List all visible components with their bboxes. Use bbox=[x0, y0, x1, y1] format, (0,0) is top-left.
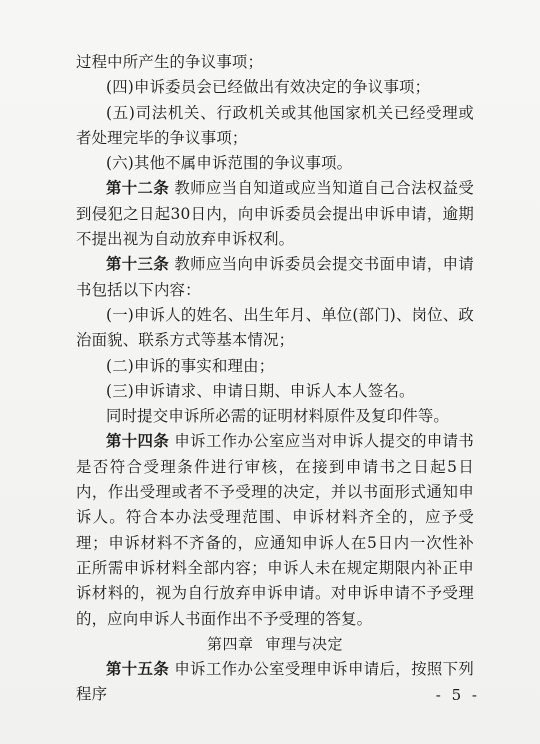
paragraph-text: (三)申诉请求、申请日期、申诉人本人签名。 bbox=[106, 381, 415, 400]
article-number: 第十三条 bbox=[106, 255, 170, 274]
paragraph-text: (一)申诉人的姓名、出生年月、单位(部门)、岗位、政治面貌、联系方式等基本情况； bbox=[76, 305, 474, 350]
paragraph bbox=[76, 50, 474, 75]
paragraph bbox=[76, 75, 474, 100]
paragraph-text: 教师应当自知道或应当知道自己合法权益受到侵犯之日起30日内，向申诉委员会提出申诉申请，逾期不提出视为自动放弃申诉权利。 bbox=[76, 179, 474, 249]
paragraph-text: (五)司法机关、行政机关或其他国家机关已经受理或者处理完毕的争议事项； bbox=[76, 103, 474, 147]
paragraph-text: (六)其他不属申诉范围的争议事项。 bbox=[106, 154, 353, 173]
paragraph-article-15 bbox=[76, 657, 474, 708]
paragraph bbox=[76, 354, 474, 379]
page-number: - 5 - bbox=[435, 686, 480, 704]
chapter-number: 第四章 bbox=[206, 634, 254, 653]
article-number: 第十五条 bbox=[106, 660, 170, 679]
body-text bbox=[76, 50, 474, 708]
paragraph-text: 教师应当向申诉委员会提交书面申请，申请书包括以下内容： bbox=[76, 255, 474, 299]
paragraph-list bbox=[76, 50, 474, 632]
paragraph bbox=[76, 252, 474, 303]
article-number: 第十二条 bbox=[106, 179, 170, 198]
paragraph bbox=[76, 151, 474, 176]
chapter-heading bbox=[76, 632, 474, 657]
paragraph bbox=[76, 101, 474, 152]
paragraph bbox=[76, 303, 474, 354]
paragraph bbox=[76, 176, 474, 252]
paragraph bbox=[76, 429, 474, 631]
paragraph bbox=[76, 404, 474, 429]
chapter-title: 审理与决定 bbox=[265, 634, 344, 653]
paragraph-text: (四)申诉委员会已经做出有效决定的争议事项； bbox=[106, 78, 431, 97]
article-number: 第十四条 bbox=[106, 432, 170, 451]
paragraph-text: 同时提交申诉所必需的证明材料原件及复印件等。 bbox=[106, 407, 449, 426]
paragraph bbox=[76, 379, 474, 404]
paragraph-text: 申诉工作办公室应当对申诉人提交的申请书是否符合受理条件进行审核，在接到申请书之日起5日内，作出受理或者不予受理的决定，并以书面形式通知申诉人。符合本办法受理范围、申诉材料齐全的，应予受理；申诉材料不齐备的，应通知申诉人在5日内一次性补正所需申诉材料全部内容；申诉人未在规定期限内补正申诉材料的，视为自行放弃申诉申请。对申诉申请不予受理的，应向申诉人书面作出不予受理的答复。 bbox=[76, 432, 474, 628]
paragraph-text: 过程中所产生的争议事项； bbox=[76, 53, 264, 71]
paragraph-text: 申诉工作办公室受理申诉申请后，按照下列程序 bbox=[76, 660, 474, 704]
paragraph-text: (二)申诉的事实和理由； bbox=[106, 356, 275, 375]
